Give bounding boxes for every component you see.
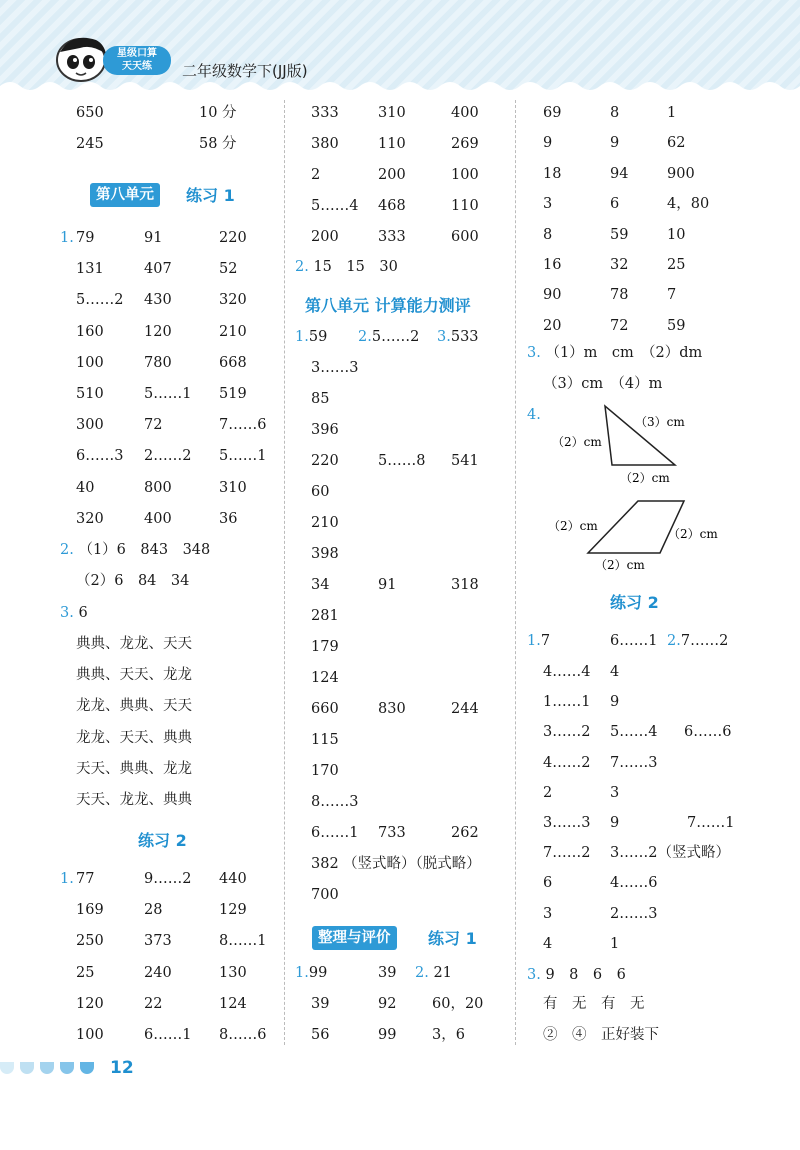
answer-cell: 281 <box>311 608 339 624</box>
answer-cell: 3 <box>543 905 553 922</box>
answer-cell: 320 <box>76 510 104 527</box>
answer-cell: 6……6 <box>684 724 732 741</box>
answer-cell: 398 <box>311 546 339 562</box>
answer-cell: 5……2 <box>76 292 124 309</box>
answer-cell: 9 <box>610 694 620 711</box>
answer-cell: 131 <box>76 261 104 278</box>
footer-dot <box>60 1062 74 1074</box>
answer-cell: 7 <box>667 287 677 304</box>
answer-cell: 59 <box>667 317 686 334</box>
answer-cell: 5……1 <box>144 386 192 402</box>
header-wave-decoration <box>0 78 800 98</box>
answer-cell: 78 <box>610 287 629 304</box>
unit-8-badge: 第八单元 <box>90 183 160 207</box>
answer-cell: 3 <box>610 784 620 801</box>
answer-cell: 4 <box>543 935 553 952</box>
answer-cell: 7……1 <box>687 815 735 831</box>
answer-cell: 7……6 <box>219 417 267 434</box>
p3-row-2: 有 无 有 无 <box>543 996 645 1012</box>
answer-cell: 6……1 <box>311 825 359 841</box>
answer-cell: 220 <box>219 230 247 246</box>
answer-cell: 382 <box>311 856 339 872</box>
answer-cell: 407 <box>144 261 172 278</box>
answer-cell: 2 <box>543 784 553 801</box>
triangle-label-hypotenuse: （3）cm <box>635 415 685 429</box>
answer-cell: 400 <box>451 105 479 121</box>
q3-row-1: 3. （1）m cm （2）dm <box>527 345 703 361</box>
book-logo-badge <box>103 46 171 75</box>
test-row-first: 1.59 2.5……2 3.533 <box>295 329 479 345</box>
answer-cell: 210 <box>311 515 339 531</box>
answer-cell: 210 <box>219 323 247 340</box>
triangle-label-bottom: （2）cm <box>620 471 670 485</box>
question-number: 1. <box>60 871 74 887</box>
answer-cell: 8……1 <box>219 933 267 950</box>
answer-cell: 179 <box>311 639 339 655</box>
answer-cell: 110 <box>378 136 406 152</box>
answer-cell: 6 <box>610 196 620 213</box>
answer-cell: 310 <box>378 105 406 121</box>
triangle-label-left: （2）cm <box>552 435 602 449</box>
answer-cell: 240 <box>144 964 172 981</box>
practice-2-title-col3: 练习 2 <box>610 593 659 612</box>
answer-cell: 120 <box>144 323 172 340</box>
answer-cell: 1 <box>610 935 620 952</box>
answer-cell: 600 <box>451 229 479 245</box>
answer-cell: 72 <box>610 317 629 334</box>
parallelogram-label-right: （2）cm <box>668 527 718 541</box>
practice-2-title: 练习 2 <box>138 831 187 850</box>
answer-cell: 660 <box>311 701 339 717</box>
answer-cell: 9……2 <box>144 871 192 887</box>
answer-cell: 200 <box>311 229 339 245</box>
book-title: 二年级数学下(JJ版) <box>182 62 308 80</box>
answer-cell: 5……4 <box>311 198 359 214</box>
answer-cell: 2 <box>311 167 321 183</box>
answer-cell: 200 <box>378 167 406 183</box>
answer-cell: 8……3 <box>311 794 359 810</box>
answer-cell: 5……4 <box>610 724 658 741</box>
answer-cell: 69 <box>543 105 562 121</box>
answer-cell: 8 <box>610 105 620 121</box>
answer-cell: 400 <box>144 510 172 527</box>
p3-row-3: ② ④ 正好装下 <box>543 1027 659 1043</box>
answer-cell: 320 <box>219 292 247 309</box>
answer-cell: 91 <box>144 230 163 246</box>
answer-cell: 4……4 <box>543 664 591 680</box>
answer-cell: 72 <box>144 417 163 434</box>
answer-cell: 700 <box>311 887 339 903</box>
answer-cell: 160 <box>76 323 104 340</box>
answer-cell: 100 <box>451 167 479 183</box>
answer-cell: 16 <box>543 257 562 273</box>
answer-cell: 830 <box>378 701 406 717</box>
answer-cell: 124 <box>219 995 247 1012</box>
answer-cell: 6……1 <box>144 1027 192 1043</box>
answer-cell: 373 <box>144 933 172 950</box>
footer-dot <box>20 1062 34 1074</box>
p-row-first: 1.7 6……1 2.7……2 <box>527 633 729 649</box>
answer-cell: 25 <box>667 257 686 273</box>
answer-cell: 典典、天天、龙龙 <box>76 667 192 684</box>
answer-cell: 129 <box>219 902 247 919</box>
answer-cell: 541 <box>451 453 479 469</box>
answer-cell: 519 <box>219 386 247 402</box>
answer-cell: 52 <box>219 261 238 278</box>
mascot-icon <box>52 30 110 84</box>
answer-cell: 18 <box>543 165 562 182</box>
answer-cell: 333 <box>311 105 339 121</box>
answer-cell: 天天、典典、龙龙 <box>76 760 192 777</box>
answer-cell: 25 <box>76 964 95 981</box>
review-badge: 整理与评价 <box>312 926 397 950</box>
answer-cell: 6 <box>543 875 553 892</box>
page-number: 12 <box>110 1058 134 1078</box>
answer-cell: 250 <box>76 933 104 950</box>
answer-cell: 85 <box>311 391 330 407</box>
question-number: 1. <box>60 230 74 246</box>
answer-cell: 310 <box>219 479 247 496</box>
answer-cell: 62 <box>667 135 686 152</box>
answer-cell: 269 <box>451 136 479 152</box>
answer-cell: 4……6 <box>610 875 658 892</box>
answer-cell: 36 <box>219 510 238 527</box>
answer-cell: 6……3 <box>76 448 124 465</box>
answer-cell: 20 <box>543 317 562 334</box>
answer-cell: 380 <box>311 136 339 152</box>
answer-cell: 430 <box>144 292 172 309</box>
geometry-figures <box>540 398 760 578</box>
answer-cell: 733 <box>378 825 406 841</box>
unit-8-q2-row-1: 2. （1）6 843 348 <box>60 542 211 558</box>
answer-cell: 220 <box>311 453 339 469</box>
footer-dot <box>40 1062 54 1074</box>
answer-cell: 94 <box>610 165 629 182</box>
parallelogram-label-left: （2）cm <box>548 519 598 533</box>
answer-cell: 60 <box>311 484 330 500</box>
answer-cell: 130 <box>219 964 247 981</box>
answer-cell: 169 <box>76 902 104 919</box>
answer-cell: 龙龙、天天、典典 <box>76 729 192 746</box>
answer-cell: 79 <box>76 230 95 246</box>
answer-cell: 4 <box>610 664 620 680</box>
review-row-1: 1.99 39 2. 21 <box>295 965 452 981</box>
answer-cell: 3……3 <box>543 815 591 831</box>
answer-cell: 龙龙、典典、天天 <box>76 698 192 715</box>
answer-cell: 900 <box>667 165 695 182</box>
answer-cell: 9 <box>610 815 620 831</box>
answer-cell: 318 <box>451 577 479 593</box>
answer-cell: （竖式略）（脱式略） <box>343 856 481 872</box>
answer-cell: 4……2 <box>543 754 591 771</box>
answer-row: 650 10 分 <box>76 105 237 121</box>
answer-cell: 2……3 <box>610 905 658 922</box>
answer-cell: 262 <box>451 825 479 841</box>
review-row-3: 56 99 3，6 <box>311 1027 465 1043</box>
answer-cell: 3……3 <box>311 360 359 376</box>
answer-cell: 800 <box>144 479 172 496</box>
unit-8-practice-1-title: 练习 1 <box>186 186 235 205</box>
q2-row: 2. 15 15 30 <box>295 259 398 275</box>
unit-8-q2-row-2: （2）6 84 34 <box>76 573 190 589</box>
answer-cell: 3 <box>543 196 553 213</box>
column-divider-2 <box>515 100 516 1045</box>
answer-cell: 780 <box>144 354 172 371</box>
answer-cell: 170 <box>311 763 339 779</box>
answer-cell: 59 <box>610 226 629 243</box>
answer-cell: 8……6 <box>219 1027 267 1043</box>
answer-cell: 77 <box>76 871 95 887</box>
answer-cell: 110 <box>451 198 479 214</box>
q3-row-2: （3）cm （4）m <box>543 376 663 392</box>
answer-cell: 90 <box>543 287 562 304</box>
answer-cell: 4，80 <box>667 196 710 213</box>
answer-cell: 9 <box>543 135 553 152</box>
answer-row: 245 58 分 <box>76 136 237 152</box>
p3-row-1: 3. 9 8 6 6 <box>527 967 626 983</box>
answer-cell: 100 <box>76 354 104 371</box>
answer-cell: 10 <box>667 226 686 243</box>
unit-8-test-title: 第八单元 计算能力测评 <box>305 296 471 315</box>
answer-cell: 1……1 <box>543 694 591 711</box>
answer-cell: 2……2 <box>144 448 192 465</box>
answer-cell: 天天、龙龙、典典 <box>76 792 192 808</box>
answer-cell: 7……2 <box>543 845 591 862</box>
answer-cell: 91 <box>378 577 397 593</box>
answer-cell: 115 <box>311 732 339 748</box>
answer-cell: 510 <box>76 386 104 402</box>
q4-label-row: 4. <box>527 407 541 423</box>
answer-cell: 300 <box>76 417 104 434</box>
answer-cell: 8 <box>543 226 553 243</box>
answer-cell: 440 <box>219 871 247 887</box>
answer-cell: 5……8 <box>378 453 426 469</box>
answer-cell: 22 <box>144 995 163 1012</box>
parallelogram-label-bottom: （2）cm <box>595 558 645 572</box>
answer-cell: 120 <box>76 995 104 1012</box>
footer-dot <box>80 1062 94 1074</box>
answer-cell: 典典、龙龙、天天 <box>76 636 192 652</box>
answer-cell: 333 <box>378 229 406 245</box>
answer-cell: 9 <box>610 135 620 152</box>
answer-cell: 124 <box>311 670 339 686</box>
review-practice-1-title: 练习 1 <box>428 929 477 948</box>
answer-cell: 40 <box>76 479 95 496</box>
answer-cell: 32 <box>610 257 629 273</box>
answer-cell: 244 <box>451 701 479 717</box>
logo-line-2: 天天练 <box>122 61 152 72</box>
review-row-2: 39 92 60，20 <box>311 996 484 1012</box>
answer-cell: 28 <box>144 902 163 919</box>
footer-dot <box>0 1062 14 1074</box>
answer-cell: 468 <box>378 198 406 214</box>
answer-cell: 7……3 <box>610 754 658 771</box>
answer-cell: 34 <box>311 577 330 593</box>
answer-cell: 396 <box>311 422 339 438</box>
answer-cell: 5……1 <box>219 448 267 465</box>
answer-cell: 3……2（竖式略） <box>610 845 730 862</box>
column-divider-1 <box>284 100 285 1045</box>
answer-cell: 668 <box>219 354 247 371</box>
logo-line-1: 星级口算 <box>117 48 157 59</box>
answer-cell: 1 <box>667 105 677 121</box>
answer-cell: 100 <box>76 1027 104 1043</box>
answer-cell: 3……2 <box>543 724 591 741</box>
unit-8-q3-row-first: 3. 6 <box>60 605 88 621</box>
